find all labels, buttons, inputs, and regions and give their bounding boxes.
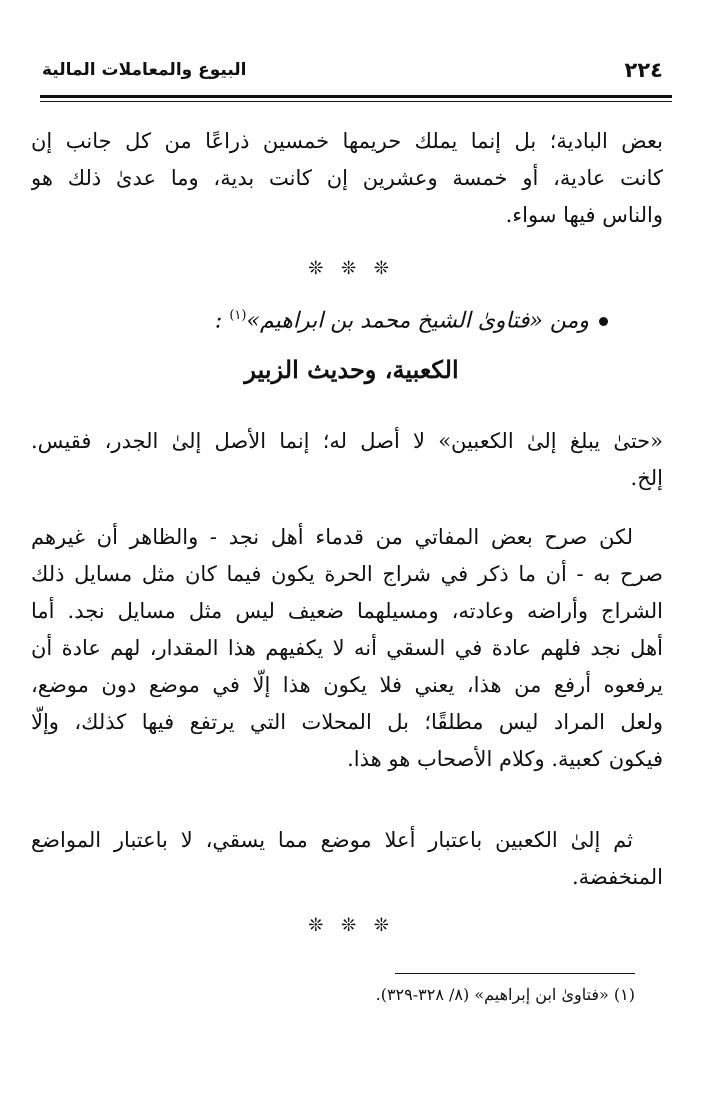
footnote-marker: (١) (229, 308, 247, 323)
running-title: البيوع والمعاملات المالية (42, 60, 247, 80)
source-colon: : (214, 308, 223, 334)
separator-stars: ❊ ❊ ❊ (308, 915, 395, 936)
text-line: كانت عادية، أو خمسة وعشرين إن كانت بدية، وما عدىٰ ذلك هو (31, 166, 663, 190)
paragraph-3 (31, 822, 663, 896)
text-line: بعض البادية؛ بل إنما يملك حريمها خمسين ذراعًا من كل جانب إن (31, 129, 663, 153)
text-line: لكن صرح بعض المفاتي من قدماء أهل نجد - والظاهر أن غيرهم (31, 525, 633, 549)
text-line: صرح به - أن ما ذكر في شراج الحرة يكون فيما كان مثل مسايل ذلك (31, 562, 663, 586)
footnote: (١) «فتاوىٰ ابن إبراهيم» (٨/ ٣٢٨-٣٢٩). (375, 985, 635, 1004)
bullet-icon (599, 317, 608, 326)
text-line: ثم إلىٰ الكعبين باعتبار أعلا موضع مما يسقي، لا باعتبار المواضع (31, 828, 633, 852)
text-line: الشراج وأراضه وعادته، ومسيلهما ضعيف ليس مثل مسايل نجد. أما (31, 599, 663, 623)
text-line: ولعل المراد ليس مطلقًا؛ بل المحلات التي يرتفع فيها كذلك، وإلّا (31, 710, 663, 734)
separator-stars: ❊ ❊ ❊ (308, 258, 395, 279)
header-rule-thin (40, 101, 672, 102)
text-line: «حتىٰ يبلغ إلىٰ الكعبين» لا أصل له؛ إنما الأصل إلىٰ الجدر، فقيس. (31, 429, 663, 453)
paragraph-2 (31, 519, 663, 778)
footnote-rule (395, 973, 635, 974)
source-heading (215, 308, 608, 333)
text-line: إلخ. (630, 466, 663, 490)
text-line: المنخفضة. (571, 865, 663, 889)
quote-paragraph (31, 423, 663, 497)
page-number: ٢٢٤ (624, 58, 663, 82)
header-rule-thick (40, 95, 672, 98)
text-line: والناس فيها سواء. (505, 203, 663, 227)
paragraph-1 (31, 123, 663, 234)
text-line: فيكون كعبية. وكلام الأصحاب هو هذا. (347, 747, 663, 771)
text-line: أهل نجد فلهم عادة في السقي أنه لا يكفيهم هذا المقدار، لهم عادة أن (31, 636, 663, 660)
source-text: ومن «فتاوىٰ الشيخ محمد بن ابراهيم» (246, 308, 589, 334)
section-title: الكعبية، وحديث الزبير (244, 355, 459, 384)
text-line: يرفعوه أرفع من هذا، يعني فلا يكون هذا إلّا في موضع دون موضع، (31, 673, 663, 697)
